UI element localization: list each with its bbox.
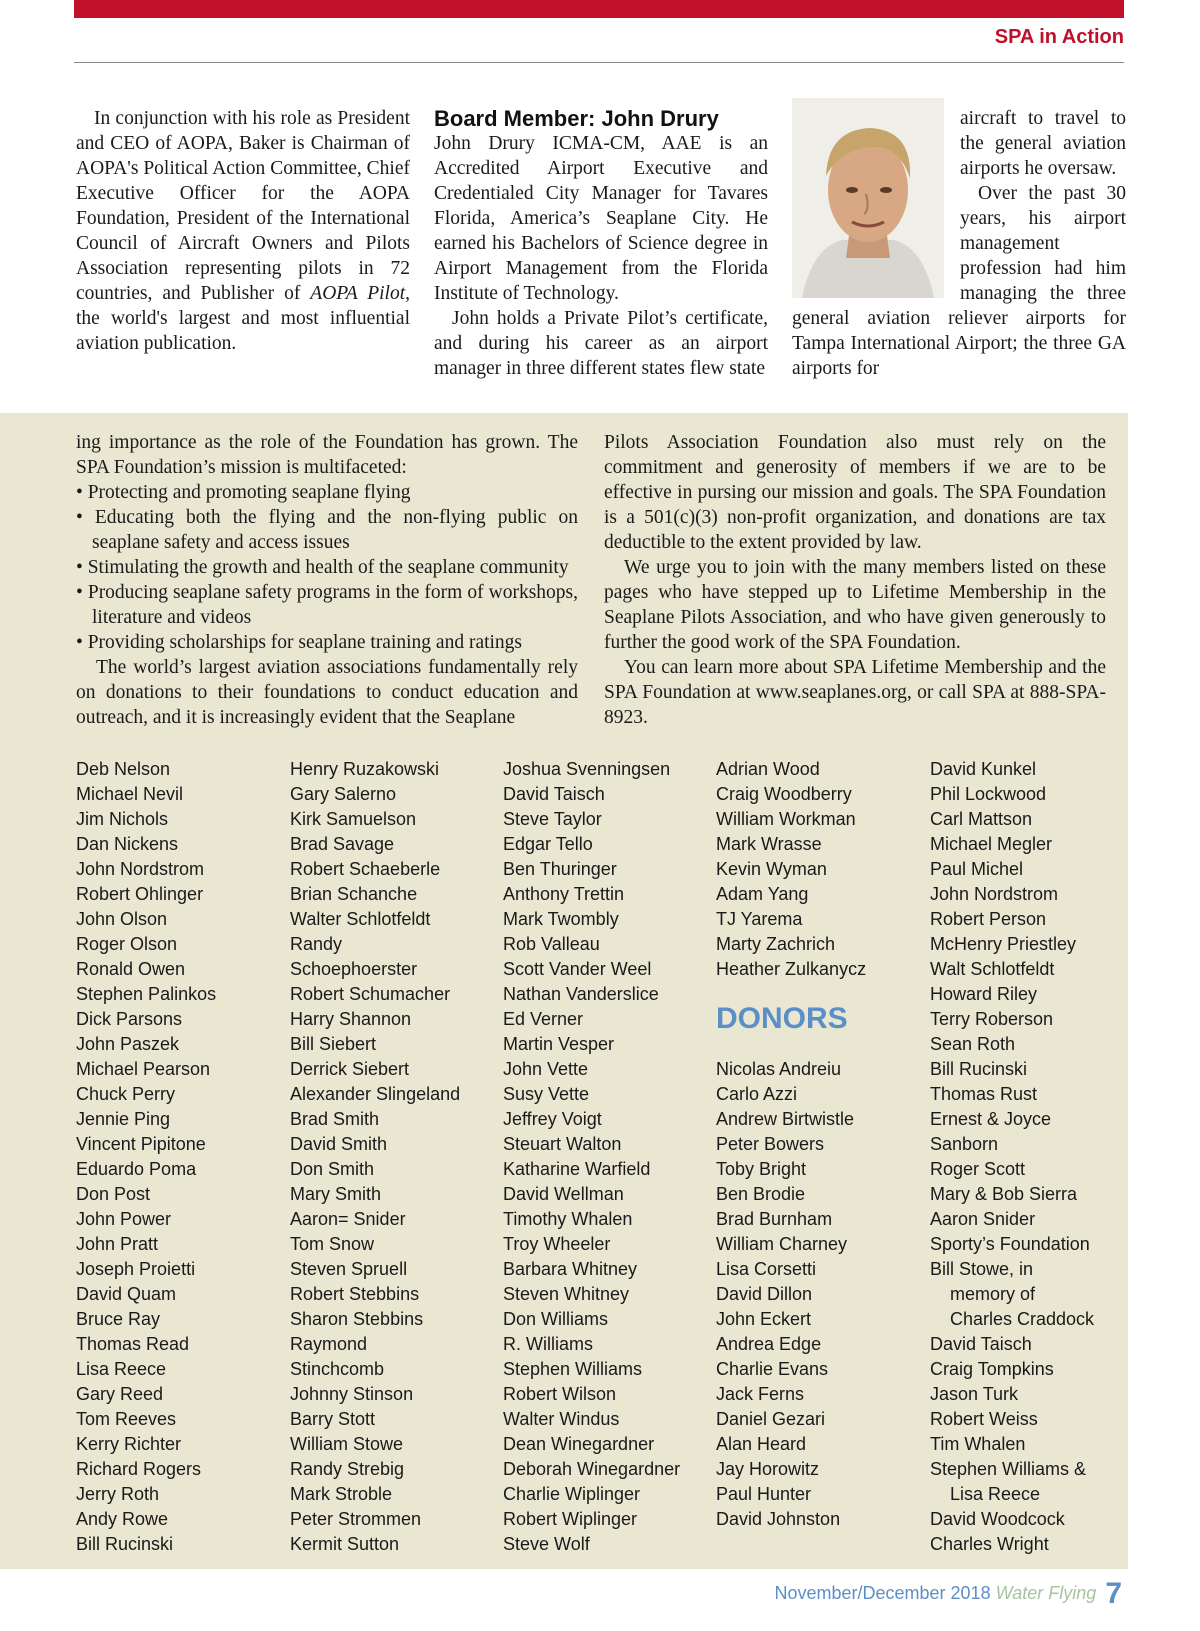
- name-list-item: Susy Vette: [503, 1084, 590, 1104]
- name-list-item: Robert Wilson: [503, 1384, 617, 1404]
- name-list-item: Michael Megler: [930, 834, 1053, 854]
- name-list-item: John Power: [76, 1209, 172, 1229]
- name-list-item: Terry Roberson: [930, 1009, 1054, 1029]
- name-list-item: Deb Nelson: [76, 759, 171, 779]
- name-list-item: Stephen Williams: [503, 1359, 643, 1379]
- name-list-item: Don Williams: [503, 1309, 609, 1329]
- name-list-item: Deborah Winegardner: [503, 1459, 681, 1479]
- name-list-item: Ben Thuringer: [503, 859, 617, 879]
- name-list-item: Paul Hunter: [716, 1484, 812, 1504]
- name-list-item: Dan Nickens: [76, 834, 179, 854]
- name-list-item: Steuart Walton: [503, 1134, 622, 1154]
- article-column-1: [76, 106, 410, 356]
- name-list-item: Robert Stebbins: [290, 1284, 420, 1304]
- name-list-item: Jim Nichols: [76, 809, 169, 829]
- name-list-item: John Nordstrom: [930, 884, 1059, 904]
- name-list-item: John Paszek: [76, 1034, 180, 1054]
- name-list-item: Charlie Evans: [716, 1359, 829, 1379]
- name-list-item: Jay Horowitz: [716, 1459, 820, 1479]
- name-list-item: Stephen Palinkos: [76, 984, 217, 1004]
- name-list-item: Kevin Wyman: [716, 859, 827, 879]
- name-list-item: Michael Pearson: [76, 1059, 211, 1079]
- john-drury-photo: [792, 98, 944, 298]
- name-list-item: Brian Schanche: [290, 884, 418, 904]
- name-list-item: David Taisch: [503, 784, 605, 804]
- name-list-item: Lisa Reece: [76, 1359, 167, 1379]
- article-column-2: [434, 106, 768, 381]
- name-list-item: Thomas Rust: [930, 1084, 1038, 1104]
- name-list-item: David Taisch: [930, 1334, 1032, 1354]
- name-list-item: Andrea Edge: [716, 1334, 822, 1354]
- name-list-item: Andrew Birtwistle: [716, 1109, 855, 1129]
- name-list-item: Bill Stowe, in: [930, 1259, 1034, 1279]
- name-list-item: Mark Stroble: [290, 1484, 393, 1504]
- name-list-item: Sanborn: [930, 1134, 999, 1154]
- section-title: SPA in Action: [994, 26, 1124, 48]
- portrait-illustration: [792, 98, 944, 298]
- drury-paragraph-3: aircraft to travel to the general aviation airports he oversaw.: [960, 108, 1126, 179]
- mission-bullet: • Producing seaplane safety programs in the form of workshops, literature and videos: [76, 582, 578, 628]
- name-list-item: Sporty’s Foundation: [930, 1234, 1090, 1254]
- name-list-item: McHenry Priestley: [930, 934, 1077, 954]
- name-list-item: Steven Whitney: [503, 1284, 630, 1304]
- name-list-item: Heather Zulkanycz: [716, 959, 867, 979]
- magazine-name: Water Flying: [995, 1583, 1097, 1603]
- name-list-item: Eduardo Poma: [76, 1159, 197, 1179]
- name-list-item: Tom Snow: [290, 1234, 375, 1254]
- name-list-item: Harry Shannon: [290, 1009, 412, 1029]
- name-list-item: Steve Wolf: [503, 1534, 590, 1554]
- donors-list-column-5: [930, 757, 1094, 1557]
- foundation-paragraph-learn: You can learn more about SPA Lifetime Membership and the SPA Foundation at www.seaplanes.org, or call SPA at 888-SPA-8923.: [604, 657, 1106, 728]
- name-list-item: Raymond: [290, 1334, 368, 1354]
- name-list-item: Adam Yang: [716, 884, 809, 904]
- name-list-item: Kirk Samuelson: [290, 809, 417, 829]
- board-member-heading: Board Member: John Drury: [434, 106, 719, 131]
- name-list-item: Bruce Ray: [76, 1309, 161, 1329]
- name-list-item: Brad Savage: [290, 834, 395, 854]
- mission-bullet: • Stimulating the growth and health of the seaplane community: [76, 557, 569, 578]
- name-list-item: David Wellman: [503, 1184, 624, 1204]
- name-list-item: Jason Turk: [930, 1384, 1019, 1404]
- page-footer: [774, 1577, 1122, 1611]
- name-list-item: Walt Schlotfeldt: [930, 959, 1055, 979]
- name-list-item: David Smith: [290, 1134, 388, 1154]
- name-list-item: Mark Wrasse: [716, 834, 822, 854]
- name-list-item: Robert Schumacher: [290, 984, 451, 1004]
- drury-paragraph-1: John Drury ICMA-CM, AAE is an Accredited Airport Executive and Credentialed City Manager for Tavares Florida, America’s Seaplane City. He earned his Bachelors of Science degree in Airport Management from the Florida Institute of Technology.: [434, 133, 768, 304]
- name-list-item: Bill Rucinski: [76, 1534, 174, 1554]
- name-list-item: Bill Rucinski: [930, 1059, 1028, 1079]
- name-list-item: Lisa Reece: [950, 1484, 1041, 1504]
- name-list-item: Alan Heard: [716, 1434, 807, 1454]
- donors-list-column-4: [716, 1057, 866, 1532]
- members-list-column-3: [503, 757, 680, 1557]
- name-list-item: William Charney: [716, 1234, 848, 1254]
- name-list-item: Toby Bright: [716, 1159, 807, 1179]
- name-list-item: Bill Siebert: [290, 1034, 377, 1054]
- name-list-item: Mary Smith: [290, 1184, 382, 1204]
- foundation-paragraph-largest: The world’s largest aviation associations fundamentally rely on donations to their foundations to conduct education and outreach, and it is increasingly evident that the Seaplane: [76, 657, 578, 728]
- name-list-item: Gary Reed: [76, 1384, 164, 1404]
- name-list-item: William Stowe: [290, 1434, 404, 1454]
- name-list-item: Tim Whalen: [930, 1434, 1026, 1454]
- name-list-item: David Dillon: [716, 1284, 813, 1304]
- header-rule: [74, 62, 1124, 63]
- name-list-item: Nicolas Andreiu: [716, 1059, 842, 1079]
- name-list-item: Marty Zachrich: [716, 934, 836, 954]
- name-list-item: Charles Craddock: [950, 1309, 1095, 1329]
- foundation-paragraph-pilots: Pilots Association Foundation also must rely on the commitment and generosity of members if we are to be effective in pursing our mission and goals. The SPA Foundation is a 501(c)(3) non-profit organization, and donations are tax deductible to the extent provided by law.: [604, 432, 1106, 553]
- name-list-item: Dick Parsons: [76, 1009, 183, 1029]
- name-list-item: Katharine Warfield: [503, 1159, 651, 1179]
- name-list-item: Mary & Bob Sierra: [930, 1184, 1078, 1204]
- name-list-item: Johnny Stinson: [290, 1384, 414, 1404]
- name-list-item: Scott Vander Weel: [503, 959, 652, 979]
- name-list-item: Derrick Siebert: [290, 1059, 410, 1079]
- name-list-item: Thomas Read: [76, 1334, 190, 1354]
- name-list-item: Aaron Snider: [930, 1209, 1036, 1229]
- name-list-item: Stephen Williams &: [930, 1459, 1087, 1479]
- name-list-item: Chuck Perry: [76, 1084, 176, 1104]
- foundation-column-2: [604, 430, 1106, 730]
- mission-bullet: • Providing scholarships for seaplane training and ratings: [76, 632, 523, 653]
- top-color-bar: [74, 0, 1124, 18]
- name-list-item: memory of: [950, 1284, 1036, 1304]
- name-list-item: Peter Strommen: [290, 1509, 422, 1529]
- foundation-column-1: [76, 430, 578, 730]
- name-list-item: Howard Riley: [930, 984, 1038, 1004]
- name-list-item: Don Smith: [290, 1159, 375, 1179]
- name-list-item: Roger Scott: [930, 1159, 1026, 1179]
- page-number: 7: [1105, 1577, 1122, 1610]
- name-list-item: John Pratt: [76, 1234, 159, 1254]
- name-list-item: Jeffrey Voigt: [503, 1109, 602, 1129]
- name-list-item: Schoephoerster: [290, 959, 418, 979]
- name-list-item: Andy Rowe: [76, 1509, 169, 1529]
- name-list-item: Steve Taylor: [503, 809, 602, 829]
- name-list-item: Walter Windus: [503, 1409, 620, 1429]
- name-list-item: Roger Olson: [76, 934, 178, 954]
- mission-bullet: • Educating both the flying and the non-flying public on seaplane safety and access issues: [76, 507, 578, 553]
- name-list-item: Robert Schaeberle: [290, 859, 441, 879]
- name-list-item: Jack Ferns: [716, 1384, 805, 1404]
- name-list-item: Tom Reeves: [76, 1409, 177, 1429]
- name-list-item: David Johnston: [716, 1509, 841, 1529]
- name-list-item: Brad Smith: [290, 1109, 380, 1129]
- name-list-item: Stinchcomb: [290, 1359, 385, 1379]
- name-list-item: Michael Nevil: [76, 784, 184, 804]
- name-list-item: Charlie Wiplinger: [503, 1484, 641, 1504]
- donors-heading: DONORS: [716, 1002, 848, 1035]
- name-list-item: John Olson: [76, 909, 168, 929]
- name-list-item: Adrian Wood: [716, 759, 820, 779]
- name-list-item: Charles Wright: [930, 1534, 1049, 1554]
- name-list-item: Robert Weiss: [930, 1409, 1038, 1429]
- name-list-item: TJ Yarema: [716, 909, 803, 929]
- name-list-item: John Nordstrom: [76, 859, 205, 879]
- name-list-item: Walter Schlotfeldt: [290, 909, 431, 929]
- name-list-item: Vincent Pipitone: [76, 1134, 206, 1154]
- name-list-item: David Kunkel: [930, 759, 1037, 779]
- name-list-item: Robert Ohlinger: [76, 884, 204, 904]
- drury-paragraph-2: John holds a Private Pilot’s certificate, and during his career as an airport manager in three different states flew state: [434, 308, 768, 379]
- name-list-item: Anthony Trettin: [503, 884, 625, 904]
- aopa-paragraph: In conjunction with his role as President and CEO of AOPA, Baker is Chairman of AOPA's Political Action Committee, Chief Executive Officer for the AOPA Foundation, President of the International Council of Aircraft Owners and Pilots Association representing pilots in 72 countries, and Publisher of AOPA Pilot, the world's largest and most influential aviation publication.: [76, 108, 411, 354]
- article-column-3: [792, 106, 1126, 381]
- name-list-item: R. Williams: [503, 1334, 593, 1354]
- name-list-item: Troy Wheeler: [503, 1234, 611, 1254]
- name-list-item: William Workman: [716, 809, 856, 829]
- name-list-item: Barbara Whitney: [503, 1259, 638, 1279]
- name-list-item: Nathan Vanderslice: [503, 984, 659, 1004]
- name-list-item: Randy: [290, 934, 343, 954]
- name-list-item: Ben Brodie: [716, 1184, 806, 1204]
- name-list-item: Dean Winegardner: [503, 1434, 655, 1454]
- name-list-item: Richard Rogers: [76, 1459, 202, 1479]
- name-list-item: Sharon Stebbins: [290, 1309, 424, 1329]
- name-list-item: Joshua Svenningsen: [503, 759, 671, 779]
- name-list-item: Kermit Sutton: [290, 1534, 400, 1554]
- name-list-item: Alexander Slingeland: [290, 1084, 461, 1104]
- mission-bullet: • Protecting and promoting seaplane flying: [76, 482, 411, 503]
- aopa-pilot-title: AOPA Pilot: [310, 283, 406, 304]
- name-list-item: Craig Tompkins: [930, 1359, 1054, 1379]
- members-list-column-2: [290, 757, 460, 1557]
- name-list-item: Ernest & Joyce: [930, 1109, 1052, 1129]
- name-list-item: Henry Ruzakowski: [290, 759, 440, 779]
- members-list-column-1: [76, 757, 216, 1557]
- name-list-item: Barry Stott: [290, 1409, 376, 1429]
- name-list-item: Kerry Richter: [76, 1434, 182, 1454]
- name-list-item: Brad Burnham: [716, 1209, 833, 1229]
- name-list-item: Rob Valleau: [503, 934, 600, 954]
- name-list-item: Robert Person: [930, 909, 1047, 929]
- name-list-item: Steven Spruell: [290, 1259, 408, 1279]
- name-list-item: John Eckert: [716, 1309, 812, 1329]
- name-list-item: Peter Bowers: [716, 1134, 825, 1154]
- name-list-item: David Woodcock: [930, 1509, 1065, 1529]
- name-list-item: Don Post: [76, 1184, 151, 1204]
- name-list-item: Jennie Ping: [76, 1109, 171, 1129]
- name-list-item: Randy Strebig: [290, 1459, 405, 1479]
- name-list-item: David Quam: [76, 1284, 177, 1304]
- name-list-item: Carl Mattson: [930, 809, 1033, 829]
- name-list-item: Jerry Roth: [76, 1484, 160, 1504]
- name-list-item: Phil Lockwood: [930, 784, 1047, 804]
- name-list-item: Martin Vesper: [503, 1034, 615, 1054]
- drury-paragraph-4: Over the past 30 years, his airport management profession had him managing the three general aviation reliever airports for Tampa International Airport; the three GA airports for: [792, 183, 1126, 379]
- name-list-item: Aaron= Snider: [290, 1209, 406, 1229]
- name-list-item: Gary Salerno: [290, 784, 397, 804]
- members-donors-column-4: [716, 757, 866, 1532]
- name-list-item: Daniel Gezari: [716, 1409, 826, 1429]
- members-list-column-4: [716, 757, 866, 982]
- name-list-item: Robert Wiplinger: [503, 1509, 638, 1529]
- name-list-item: Ed Verner: [503, 1009, 584, 1029]
- name-list-item: Sean Roth: [930, 1034, 1016, 1054]
- issue-date: November/December 2018: [774, 1583, 991, 1603]
- name-list-item: Carlo Azzi: [716, 1084, 798, 1104]
- name-list-item: Mark Twombly: [503, 909, 619, 929]
- name-list-item: John Vette: [503, 1059, 589, 1079]
- name-list-item: Craig Woodberry: [716, 784, 852, 804]
- name-list-item: Edgar Tello: [503, 834, 593, 854]
- name-list-item: Timothy Whalen: [503, 1209, 633, 1229]
- foundation-intro: ing importance as the role of the Foundation has grown. The SPA Foundation’s mission is multifaceted:: [76, 432, 578, 478]
- name-list-item: Ronald Owen: [76, 959, 186, 979]
- name-list-item: Lisa Corsetti: [716, 1259, 817, 1279]
- name-list-item: Paul Michel: [930, 859, 1024, 879]
- foundation-paragraph-urge: We urge you to join with the many members listed on these pages who have stepped up to Lifetime Membership in the Seaplane Pilots Association, and who have given generously to further the good work of the SPA Foundation.: [604, 557, 1106, 653]
- name-list-item: Joseph Proietti: [76, 1259, 196, 1279]
